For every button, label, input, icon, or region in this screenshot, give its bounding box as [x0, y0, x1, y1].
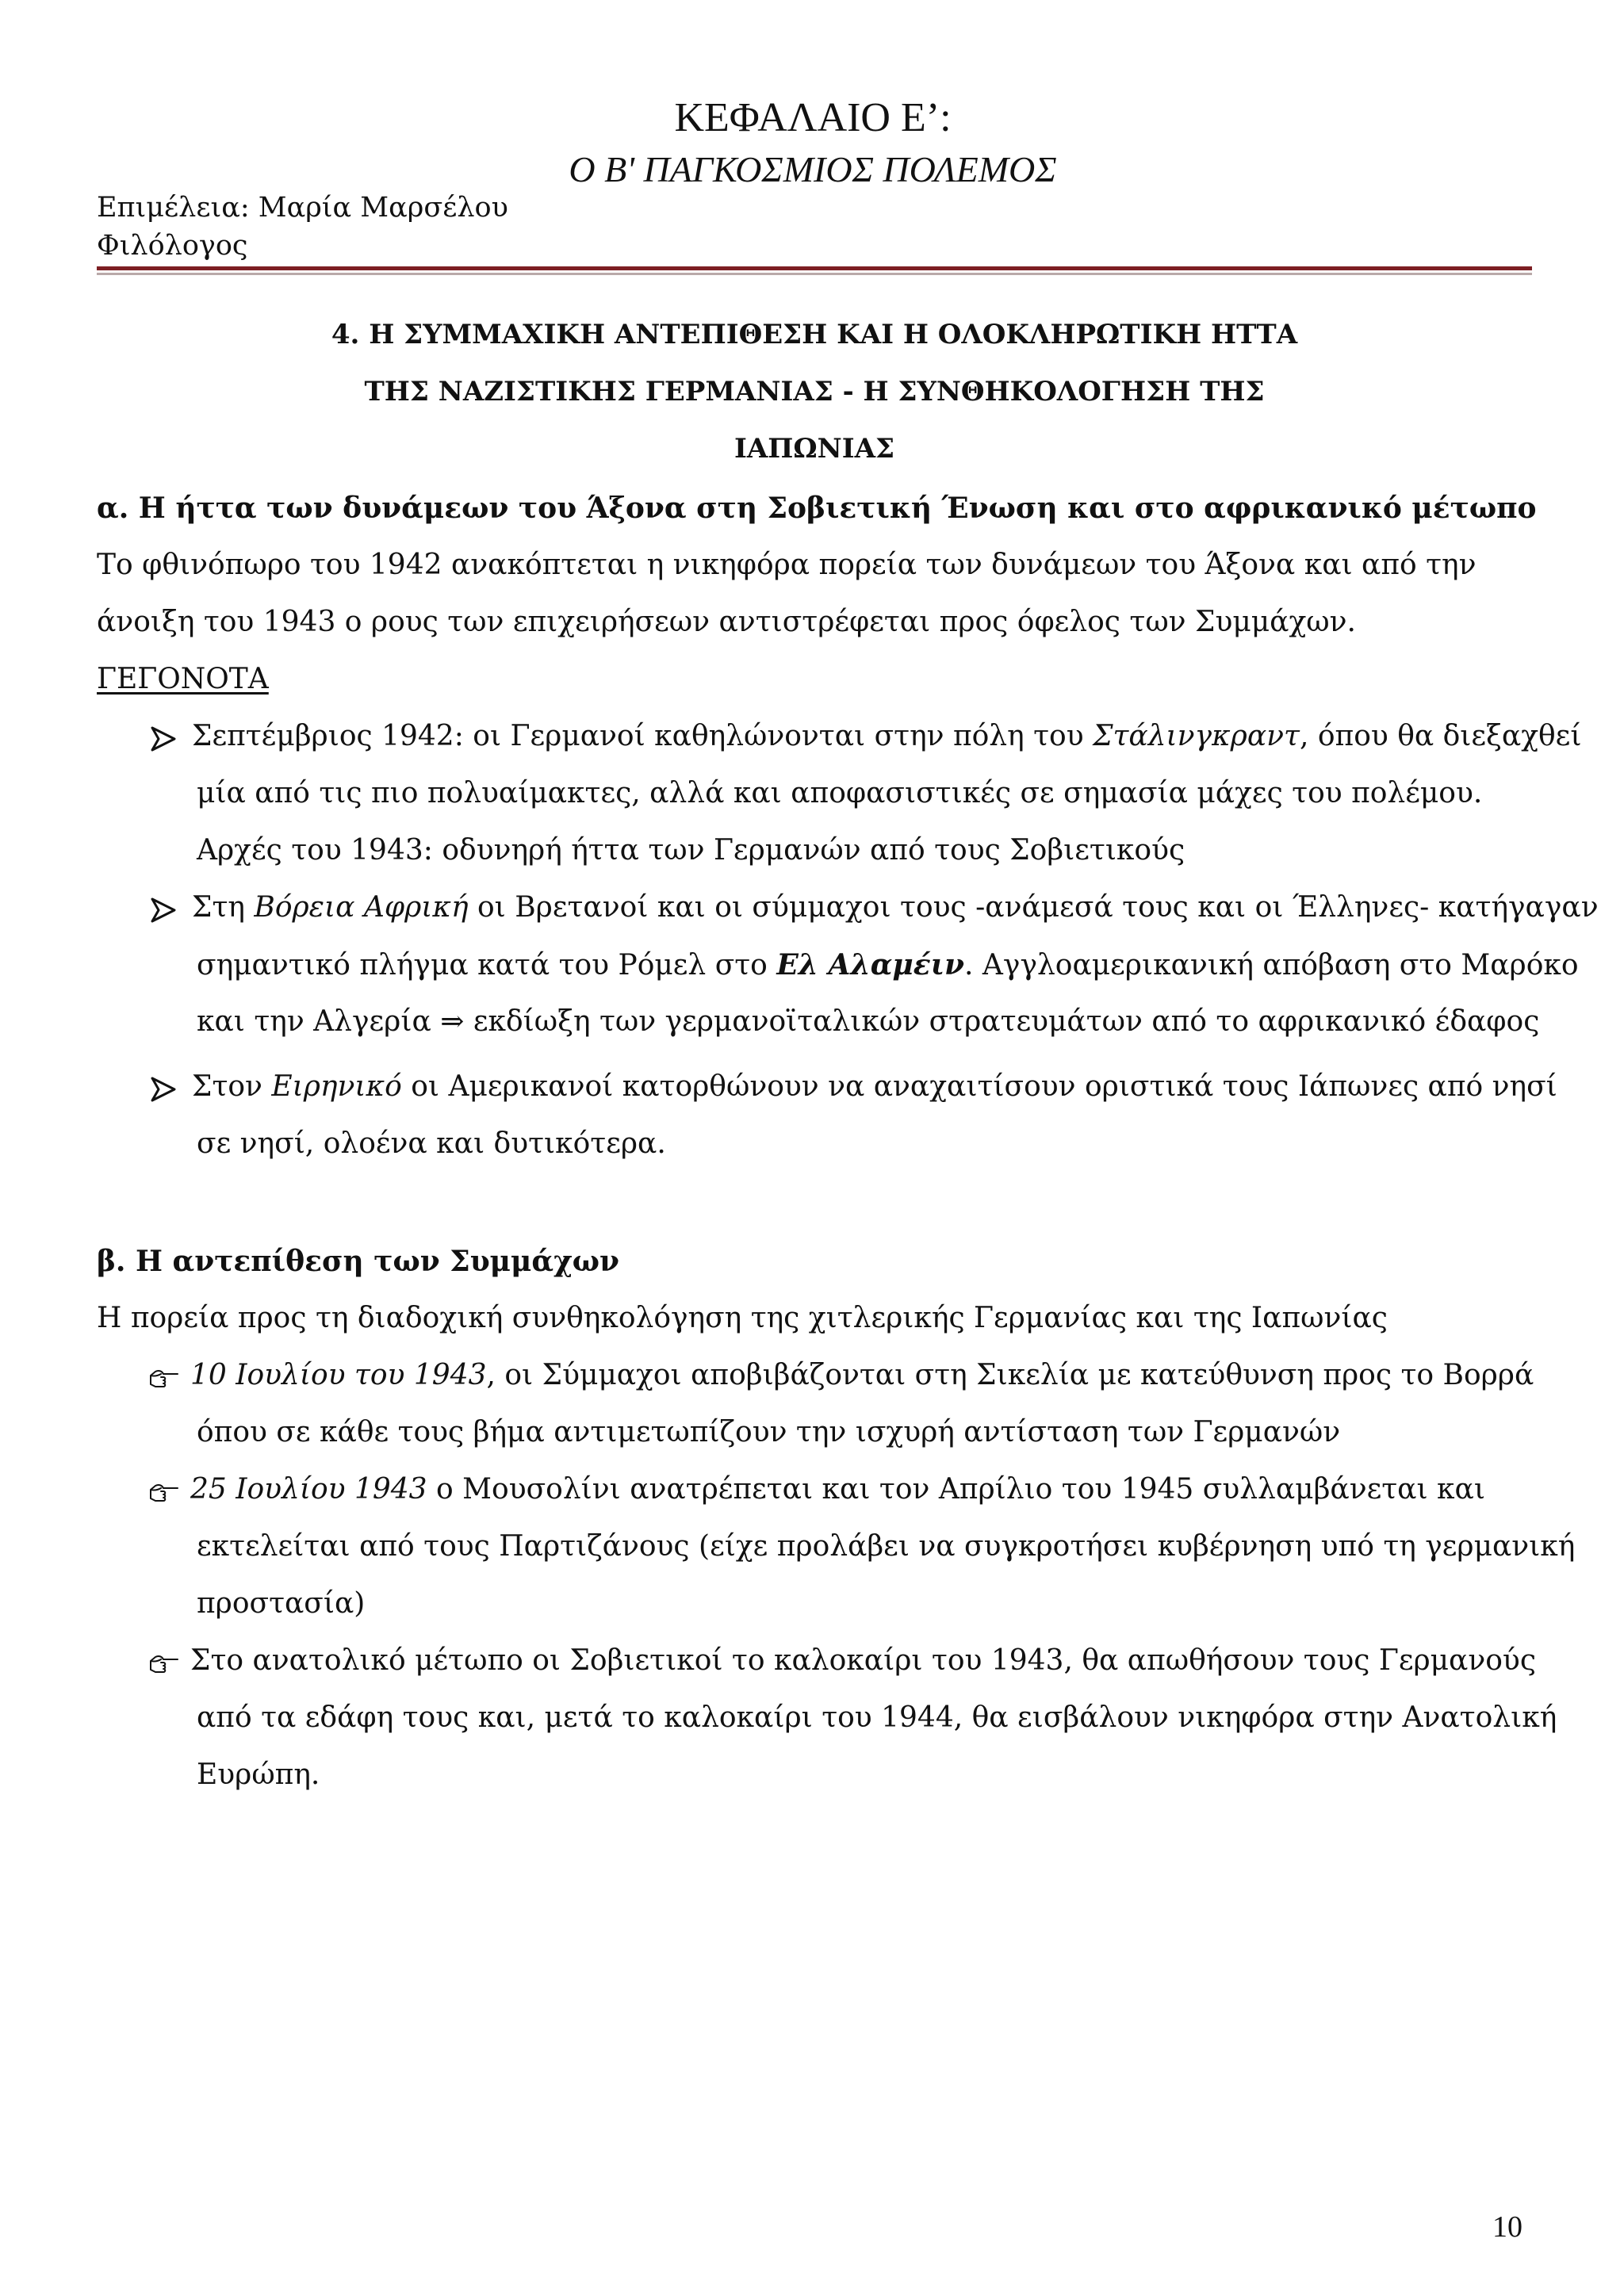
pointing-hand-icon — [147, 1481, 179, 1503]
header-rule — [97, 266, 1532, 270]
chapter-subtitle: Ο Β' ΠΑΓΚΟΣΜΙΟΣ ΠΟΛΕΜΟΣ — [569, 149, 1057, 189]
bullet-1-text-end: , όπου θα διεξαχθεί — [1299, 720, 1582, 752]
implies-arrow-icon: ⇒ — [440, 1005, 465, 1038]
pacific-term: Ειρηνικό — [271, 1070, 402, 1103]
item-2-line-1 — [190, 1471, 1485, 1508]
section-title-line-1: 4. Η ΣΥΜΜΑΧΙΚΗ ΑΝΤΕΠΙΘΕΣΗ ΚΑΙ Η ΟΛΟΚΛΗΡΩΤΙΚΗ ΗΤΤΑ — [331, 319, 1298, 350]
item-1-text: , οι Σύμμαχοι αποβιβάζονται στη Σικελία με κατεύθυνση προς το Βορρά — [486, 1359, 1534, 1391]
facts-label: ΓΕΓΟΝΟΤΑ — [97, 663, 269, 695]
north-africa-term: Βόρεια Αφρική — [254, 891, 469, 924]
editor-name: Επιμέλεια: Μαρία Μαρσέλου — [97, 192, 508, 224]
el-alamein-term: Ελ Αλαμέιν — [776, 948, 965, 982]
bullet-2-text-end: οι Βρετανοί και οι σύμμαχοι τους -ανάμεσά τους και οι Έλληνες- κατήγαγαν — [468, 891, 1599, 924]
section-title-line-3: ΙΑΠΩΝΙΑΣ — [733, 433, 895, 465]
editor-role: Φιλόλογος — [97, 230, 248, 262]
bullet-2-line-3-end: εκδίωξη των γερμανοϊταλικών στρατευμάτων από το αφρικανικό έδαφος — [464, 1005, 1540, 1038]
item-1-line-1 — [190, 1357, 1534, 1394]
header-rule-shadow — [97, 273, 1532, 275]
date-july-25-1943: 25 Ιουλίου 1943 — [190, 1473, 427, 1506]
item-2-line-3: προστασία) — [197, 1587, 366, 1620]
item-2-line-2: εκτελείται από τους Παρτιζάνους (είχε προλάβει να συγκροτήσει κυβέρνηση υπό τη γερμανική — [197, 1530, 1576, 1563]
arrow-bullet-icon — [149, 896, 178, 924]
item-3-line-2: από τα εδάφη τους και, μετά το καλοκαίρι του 1944, θα εισβάλουν νικηφόρα στην Ανατολική — [197, 1701, 1557, 1734]
arrow-bullet-icon — [149, 725, 178, 753]
chapter-title: ΚΕΦΑΛΑΙΟ Ε’: — [674, 95, 952, 140]
bullet-2-line-2-end: . Αγγλοαμερικανική απόβαση στο Μαρόκο — [964, 949, 1579, 982]
page-number: 10 — [1492, 2210, 1522, 2244]
item-1-line-2: όπου σε κάθε τους βήμα αντιμετωπίζουν την ισχυρή αντίσταση των Γερμανών — [197, 1416, 1341, 1448]
item-2-text: ο Μουσολίνι ανατρέπεται και τον Απρίλιο του 1945 συλλαμβάνεται και — [427, 1473, 1485, 1506]
bullet-1-line-1 — [192, 718, 1581, 755]
bullet-3-text-end: οι Αμερικανοί κατορθώνουν να αναχαιτίσουν οριστικά τους Ιάπωνες από νησί — [401, 1070, 1557, 1103]
bullet-2-line-2 — [197, 947, 1579, 984]
date-july-10-1943: 10 Ιουλίου του 1943 — [190, 1359, 487, 1391]
bullet-3-text: Στον — [192, 1070, 272, 1103]
part-a-intro-line-1: Το φθινόπωρο του 1942 ανακόπτεται η νικηφόρα πορεία των δυνάμεων του Άξονα και από την — [97, 549, 1477, 581]
bullet-3-line-1 — [192, 1069, 1557, 1105]
pointing-hand-icon — [147, 1367, 179, 1389]
arrow-bullet-icon — [149, 1075, 178, 1104]
bullet-2-line-2-text: σημαντικό πλήγμα κατά του Ρόμελ στο — [197, 949, 777, 982]
pointing-hand-icon — [147, 1652, 179, 1674]
item-3-line-3: Ευρώπη. — [197, 1758, 320, 1791]
item-3-line-1: Στο ανατολικό μέτωπο οι Σοβιετικοί το καλοκαίρι του 1943, θα απωθήσουν τους Γερμανούς — [190, 1644, 1536, 1677]
bullet-3-line-2: σε νησί, ολοένα και δυτικότερα. — [197, 1127, 666, 1160]
bullet-2-line-3 — [197, 1004, 1539, 1040]
bullet-1-line-3: Αρχές του 1943: οδυνηρή ήττα των Γερμανών από τους Σοβιετικούς — [197, 834, 1185, 867]
part-a-intro-line-2: άνοιξη του 1943 ο ρους των επιχειρήσεων αντιστρέφεται προς όφελος των Συμμάχων. — [97, 606, 1356, 638]
section-title-line-2: ΤΗΣ ΝΑΖΙΣΤΙΚΗΣ ΓΕΡΜΑΝΙΑΣ - Η ΣΥΝΘΗΚΟΛΟΓΗΣΗ ΤΗΣ — [364, 376, 1265, 408]
stalingrad-term: Στάλινγκραντ — [1093, 720, 1300, 752]
part-b-heading: β. Η αντεπίθεση των Συμμάχων — [97, 1245, 620, 1278]
bullet-2-line-1 — [192, 890, 1599, 926]
part-b-intro: Η πορεία προς τη διαδοχική συνθηκολόγηση της χιτλερικής Γερμανίας και της Ιαπωνίας — [97, 1302, 1388, 1334]
bullet-1-line-2: μία από τις πιο πολυαίμακτες, αλλά και αποφασιστικές σε σημασία μάχες του πολέμου. — [197, 777, 1483, 809]
bullet-2-line-3-text: και την Αλγερία — [197, 1005, 441, 1038]
bullet-1-text: Σεπτέμβριος 1942: οι Γερμανοί καθηλώνονται στην πόλη του — [192, 720, 1094, 752]
bullet-2-text: Στη — [192, 891, 255, 924]
part-a-heading: α. Η ήττα των δυνάμεων του Άξονα στη Σοβιετική Ένωση και στο αφρικανικό μέτωπο — [97, 492, 1537, 525]
